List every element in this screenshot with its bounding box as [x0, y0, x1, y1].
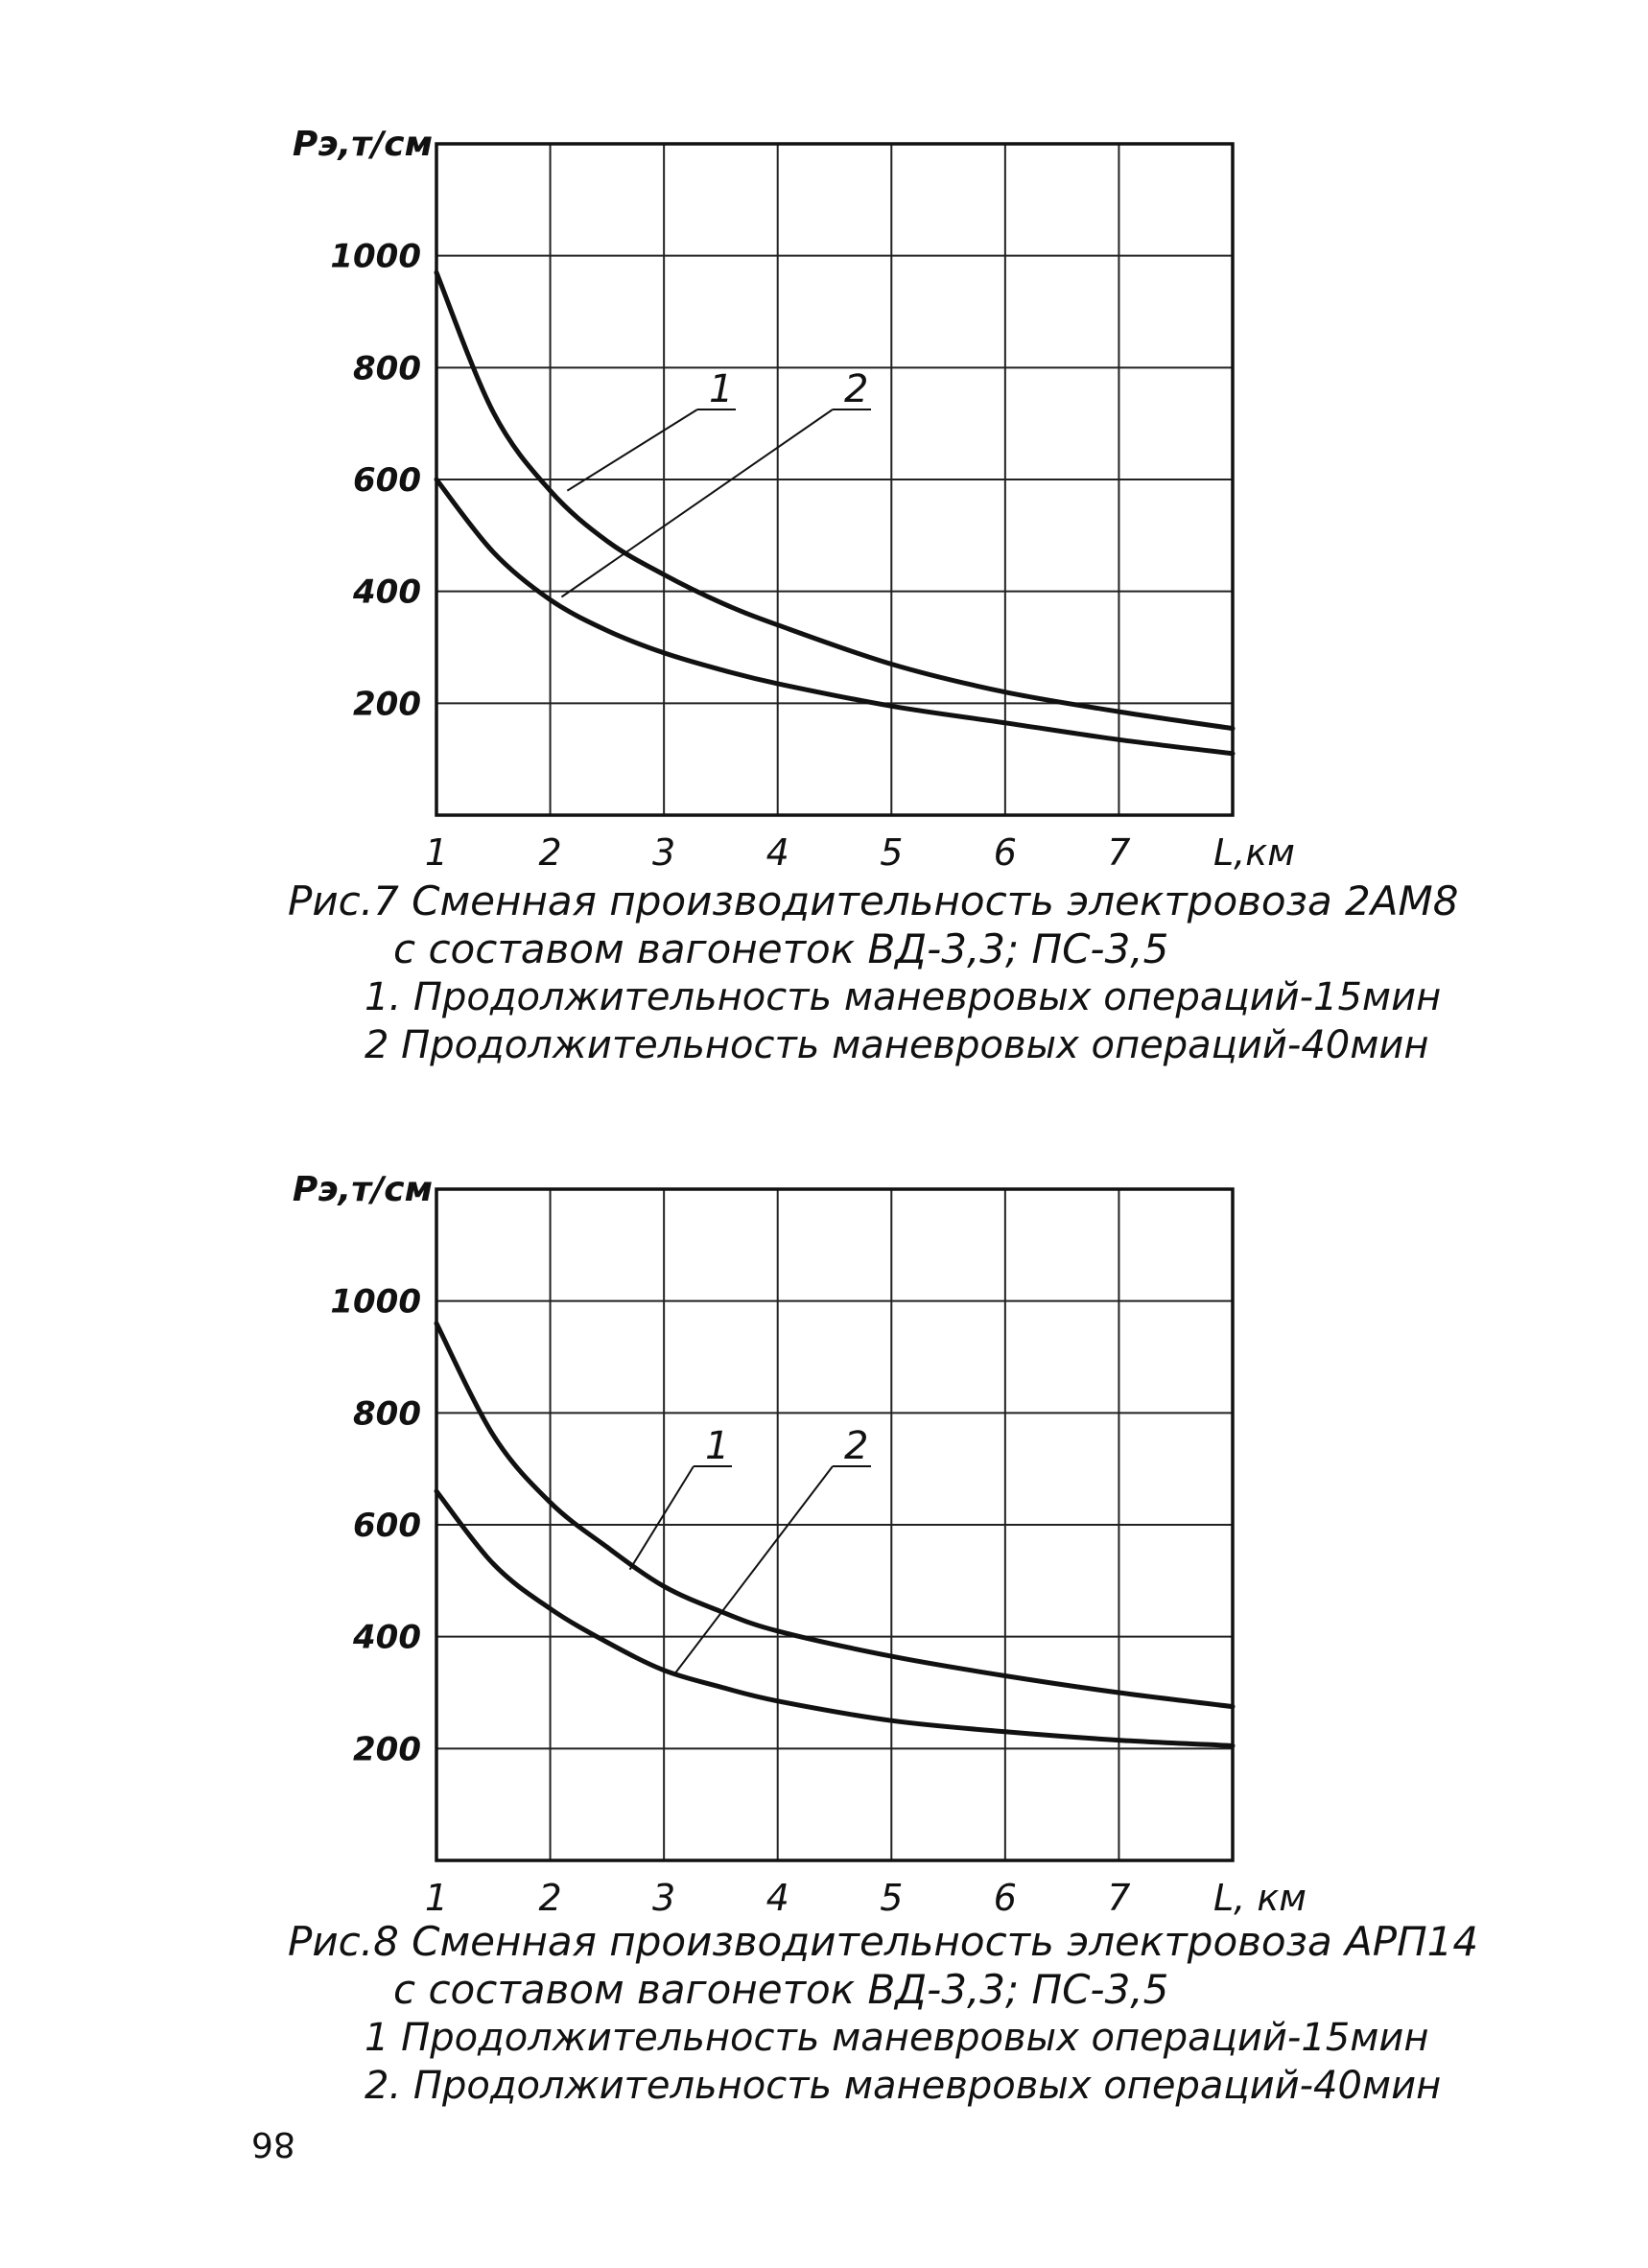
figure-7-title: Сменная производительность электровоза 2АМ8 — [412, 877, 1459, 924]
fig7-y-tick-label-600: 600 — [353, 461, 421, 500]
chart-figure-7 — [0, 0, 1648, 873]
fig7-y-axis-label: Pэ,т/см — [292, 125, 433, 164]
fig7-x-tick-label-6: 6 — [993, 831, 1017, 874]
figure-8-label: Рис.8 — [288, 1918, 399, 1965]
figure-8-title-line2: с составом вагонеток ВД-3,3; ПС-3,5 — [393, 1966, 1169, 2013]
fig8-y-tick-label-1000: 1000 — [330, 1282, 421, 1321]
fig7-series-1-line — [436, 272, 1233, 728]
figure-8-title-line1 — [288, 1918, 1535, 1966]
fig7-x-tick-label-5: 5 — [880, 831, 904, 874]
fig8-x-tick-label-6: 6 — [993, 1877, 1017, 1919]
fig8-x-tick-label-3: 3 — [652, 1877, 676, 1919]
figure-7-label: Рис.7 — [288, 877, 399, 924]
fig7-y-tick-label-1000: 1000 — [330, 237, 421, 276]
fig8-series-1-leader — [630, 1466, 694, 1570]
fig7-x-tick-label-4: 4 — [765, 831, 789, 874]
figure-7-legend-1: 1. Продолжительность маневровых операций-15мин — [365, 975, 1442, 1019]
fig7-x-tick-label-1: 1 — [424, 831, 449, 874]
fig7-y-tick-label-400: 400 — [353, 573, 421, 612]
fig8-x-tick-label-4: 4 — [765, 1877, 789, 1919]
figure-7-title-line1 — [288, 877, 1535, 925]
fig7-x-tick-label-7: 7 — [1107, 831, 1131, 874]
fig7-series-1-leader — [567, 409, 697, 491]
fig8-y-tick-label-800: 800 — [353, 1394, 421, 1434]
fig8-x-tick-label-5: 5 — [880, 1877, 904, 1919]
fig8-y-axis-label: Pэ,т/см — [292, 1170, 433, 1209]
fig7-x-tick-label-2: 2 — [538, 831, 562, 874]
fig8-x-axis-label: L, км — [1213, 1877, 1307, 1919]
figure-7-title-line2: с составом вагонеток ВД-3,3; ПС-3,5 — [393, 925, 1169, 972]
fig8-y-tick-label-400: 400 — [353, 1618, 421, 1657]
fig8-y-tick-label-200: 200 — [353, 1730, 421, 1769]
fig8-series-1-line — [436, 1323, 1233, 1707]
chart-figure-8 — [0, 1040, 1648, 1919]
fig7-series-2-callout-label: 2 — [844, 367, 869, 411]
fig8-y-tick-label-600: 600 — [353, 1507, 421, 1545]
fig7-series-1-callout-label: 1 — [709, 367, 734, 411]
fig7-x-axis-label: L,км — [1213, 831, 1295, 874]
figure-8-legend-2: 2. Продолжительность маневровых операций-40мин — [365, 2064, 1442, 2108]
figure-8-legend-1: 1 Продолжительность маневровых операций-15мин — [365, 2016, 1429, 2060]
fig8-series-2-leader — [675, 1466, 833, 1673]
fig8-x-tick-label-7: 7 — [1107, 1877, 1131, 1919]
fig7-x-tick-label-3: 3 — [652, 831, 676, 874]
fig8-series-2-callout-label: 2 — [844, 1424, 869, 1468]
caption-figure-8 — [288, 1918, 1535, 2110]
fig8-x-tick-label-1: 1 — [424, 1877, 449, 1919]
fig7-series-2-leader — [561, 409, 833, 597]
figure-8-title: Сменная производительность электровоза АРП14 — [412, 1918, 1479, 1965]
fig8-series-1-callout-label: 1 — [705, 1424, 730, 1468]
fig8-series-2-line — [436, 1491, 1233, 1745]
fig7-y-tick-label-800: 800 — [353, 349, 421, 388]
fig8-x-tick-label-2: 2 — [538, 1877, 562, 1919]
figure-7-legend-2: 2 Продолжительность маневровых операций-40мин — [365, 1023, 1429, 1067]
fig7-y-tick-label-200: 200 — [353, 685, 421, 724]
page-number: 86 — [251, 2124, 295, 2163]
